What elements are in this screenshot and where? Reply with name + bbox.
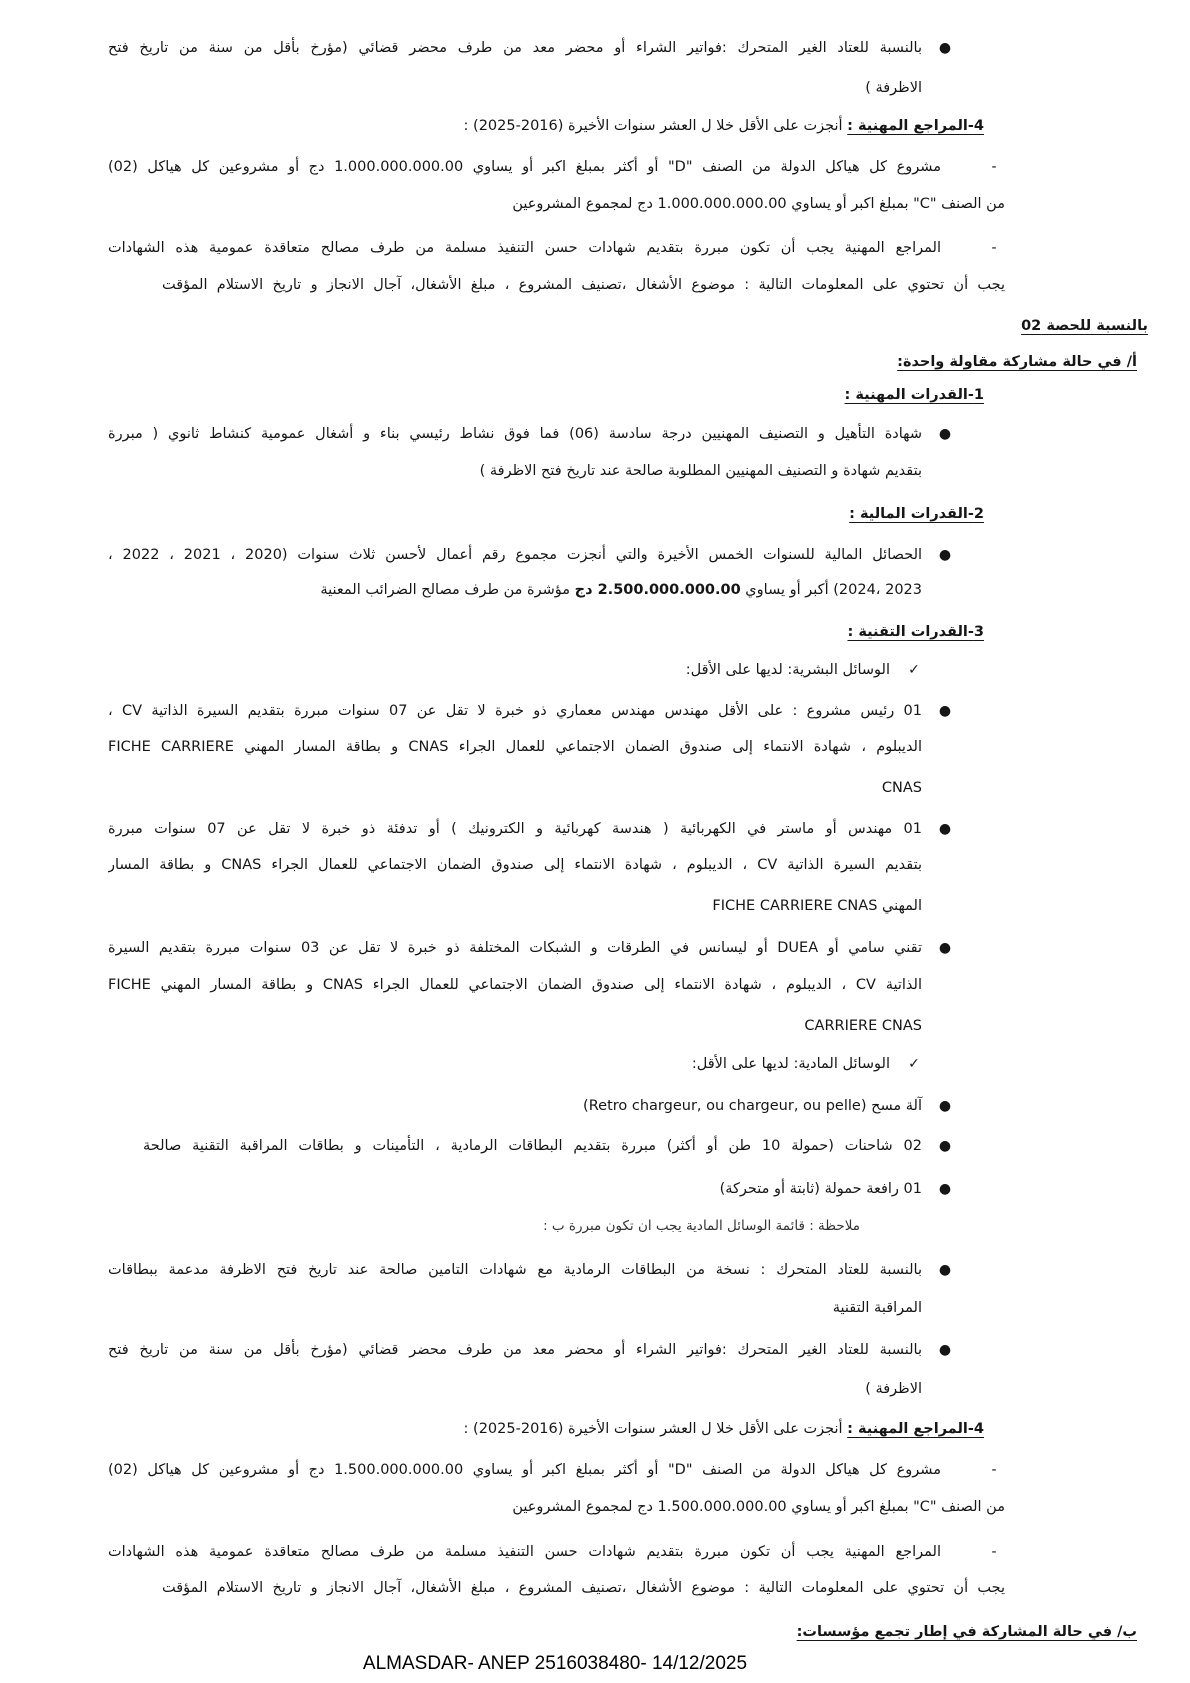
paragraph-line: الوسائل المادية: لديها على الأقل: <box>691 1056 890 1072</box>
paragraph-line: المراقبة التقنية <box>832 1300 922 1316</box>
paragraph-line: الاظرفة ) <box>865 80 922 96</box>
paragraph-line: مشروع كل هياكل الدولة من الصنف "D" أو أكثر بمبلغ اكبر أو يساوي 1.500.000.000.00 دج أو مشروعين كل هياكل (02) <box>108 1462 941 1478</box>
paragraph-line: المراجع المهنية يجب أن تكون مبررة بتقديم شهادات حسن التنفيذ مسلمة من طرف مصالح متعاقدة عمومية هذه الشهادات <box>108 240 941 256</box>
bullet-icon: ● <box>938 703 952 719</box>
paragraph-line: بتقديم شهادة و التصنيف المهنيين المطلوبة صالحة عند تاريخ فتح الاظرفة ) <box>479 463 922 479</box>
text-segment: 2023 ،2024) أكبر أو يساوي <box>740 582 922 598</box>
paragraph-line: بالنسبة للعتاد المتحرك : نسخة من البطاقات الرمادية مع شهادات التامين صالحة عند تاريخ فتح الاظرفة مدعمة ببطاقات <box>108 1262 922 1278</box>
section-heading <box>464 1418 984 1440</box>
heading-label: 2-القدرات المالية : <box>849 506 984 522</box>
note-text: ملاحظة : قائمة الوسائل المادية يجب ان تكون مبررة ب : <box>543 1218 860 1234</box>
checkmark-icon: ✓ <box>908 1056 920 1072</box>
dash-icon: - <box>991 1544 997 1560</box>
dash-icon: - <box>991 1462 997 1478</box>
paragraph-line: بتقديم السيرة الذاتية CV ، الديبلوم ، شهادة الانتماء إلى صندوق الضمان الاجتماعي للعمال الجراء CNAS و بطاقة المسار <box>108 857 922 873</box>
paragraph-line: الوسائل البشرية: لديها على الأقل: <box>685 662 890 678</box>
paragraph-line: 01 مهندس أو ماستر في الكهربائية ( هندسة كهربائية و الكترونيك ) أو تدفئة ذو خبرة لا تقل عن 07 سنوات مبررة <box>108 821 922 837</box>
section-heading <box>849 503 984 525</box>
section-heading <box>845 384 984 406</box>
paragraph-line: بالنسبة للعتاد الغير المتحرك :فواتير الشراء أو محضر معد من طرف محضر قضائي (مؤرخ بأقل من سنة من تاريخ فتح <box>108 40 922 56</box>
section-heading <box>1021 315 1148 337</box>
section-heading <box>847 621 984 643</box>
paragraph-line: من الصنف "C" بمبلغ اكبر أو يساوي 1.000.000.000.00 دج لمجموع المشروعين <box>512 196 1005 212</box>
heading-text: أنجزت على الأقل خلا ل العشر سنوات الأخيرة (2016-2025) : <box>463 118 848 134</box>
paragraph-line: آلة مسح (Retro chargeur, ou chargeur, ou pelle) <box>583 1098 922 1114</box>
section-heading <box>897 351 1137 373</box>
heading-label: أ/ في حالة مشاركة مقاولة واحدة: <box>897 354 1137 370</box>
bullet-icon: ● <box>938 426 952 442</box>
publication-footer: ALMASDAR- ANEP 2516038480- 14/12/2025 <box>362 1653 748 1674</box>
paragraph-line: بالنسبة للعتاد الغير المتحرك :فواتير الشراء أو محضر معد من طرف محضر قضائي (مؤرخ بأقل من سنة من تاريخ فتح <box>108 1342 922 1358</box>
heading-label: ب/ في حالة المشاركة في إطار تجمع مؤسسات: <box>796 1624 1137 1640</box>
section-heading <box>797 1621 1137 1643</box>
bullet-icon: ● <box>938 1262 952 1278</box>
dash-icon: - <box>991 240 997 256</box>
bullet-icon: ● <box>938 940 952 956</box>
paragraph-line: مشروع كل هياكل الدولة من الصنف "D" أو أكثر بمبلغ اكبر أو يساوي 1.000.000.000.00 دج أو مشروعين كل هياكل (02) <box>108 159 941 175</box>
paragraph-line: الديبلوم ، شهادة الانتماء إلى صندوق الضمان الاجتماعي للعمال الجراء CNAS و بطاقة المسار المهني FICHE CARRIERE <box>108 739 922 755</box>
paragraph-line: CNAS <box>881 780 922 796</box>
bullet-icon: ● <box>938 1181 952 1197</box>
amount-value: 2.500.000.000.00 دج <box>574 582 741 598</box>
paragraph-line: المهني FICHE CARRIERE CNAS <box>712 898 922 914</box>
paragraph-line: من الصنف "C" بمبلغ اكبر أو يساوي 1.500.000.000.00 دج لمجموع المشروعين <box>512 1499 1005 1515</box>
checkmark-icon: ✓ <box>908 662 920 678</box>
paragraph-line: 01 رئيس مشروع : على الأقل مهندس مهندس معماري ذو خبرة لا تقل عن 07 سنوات مبررة بتقديم السيرة الذاتية CV ، <box>108 703 922 719</box>
heading-label: 3-القدرات التقنية : <box>847 624 984 640</box>
section-heading <box>464 115 984 137</box>
bullet-icon: ● <box>938 1138 952 1154</box>
heading-label: 1-القدرات المهنية : <box>844 387 984 403</box>
paragraph-line: 01 رافعة حمولة (ثابتة أو متحركة) <box>719 1181 922 1197</box>
bullet-icon: ● <box>938 1098 952 1114</box>
paragraph-line: 02 شاحنات (حمولة 10 طن أو أكثر) مبررة بتقديم البطاقات الرمادية ، التأمينات و بطاقات المراقبة التقنية صالحة <box>143 1138 922 1154</box>
bullet-icon: ● <box>938 40 952 56</box>
paragraph-line: الحصائل المالية للسنوات الخمس الأخيرة والتي أنجزت مجموع رقم أعمال لأحسن ثلاث سنوات (2020 ، 2021 ، 2022 ، <box>108 547 922 563</box>
paragraph-line: يجب أن تحتوي على المعلومات التالية : موضوع الأشغال ،تصنيف المشروع ، مبلغ الأشغال، آجال الانجاز و تاريخ الاستلام المؤقت <box>162 1580 1005 1596</box>
heading-label: 4-المراجع المهنية : <box>847 1421 984 1437</box>
dash-icon: - <box>991 159 997 175</box>
heading-label: بالنسبة للحصة 02 <box>1021 318 1148 334</box>
bullet-icon: ● <box>938 1342 952 1358</box>
paragraph-line: المراجع المهنية يجب أن تكون مبررة بتقديم شهادات حسن التنفيذ مسلمة من طرف مصالح متعاقدة عمومية هذه الشهادات <box>108 1544 941 1560</box>
paragraph-line: يجب أن تحتوي على المعلومات التالية : موضوع الأشغال ،تصنيف المشروع ، مبلغ الأشغال، آجال الانجاز و تاريخ الاستلام المؤقت <box>162 277 1005 293</box>
paragraph-line: تقني سامي أو DUEA أو ليسانس في الطرقات و الشبكات المختلفة ذو خبرة لا تقل عن 03 سنوات مبررة بتقديم السيرة <box>108 940 922 956</box>
paragraph-line: CARRIERE CNAS <box>804 1018 922 1034</box>
bullet-icon: ● <box>938 821 952 837</box>
paragraph-line: شهادة التأهيل و التصنيف المهنيين درجة سادسة (06) فما فوق نشاط رئيسي بناء و أشغال عمومية كنشاط ثانوي ( مبررة <box>108 426 922 442</box>
paragraph-line: الاظرفة ) <box>865 1381 922 1397</box>
text-segment: مؤشرة من طرف مصالح الضرائب المعنية <box>320 582 575 598</box>
paragraph-line: الذاتية CV ، الديبلوم ، شهادة الانتماء إلى صندوق الضمان الاجتماعي للعمال الجراء CNAS و بطاقة المسار المهني FICHE <box>108 977 922 993</box>
bullet-icon: ● <box>938 547 952 563</box>
paragraph-line <box>320 579 922 601</box>
heading-text: أنجزت على الأقل خلا ل العشر سنوات الأخيرة (2016-2025) : <box>463 1421 848 1437</box>
heading-label: 4-المراجع المهنية : <box>847 118 984 134</box>
